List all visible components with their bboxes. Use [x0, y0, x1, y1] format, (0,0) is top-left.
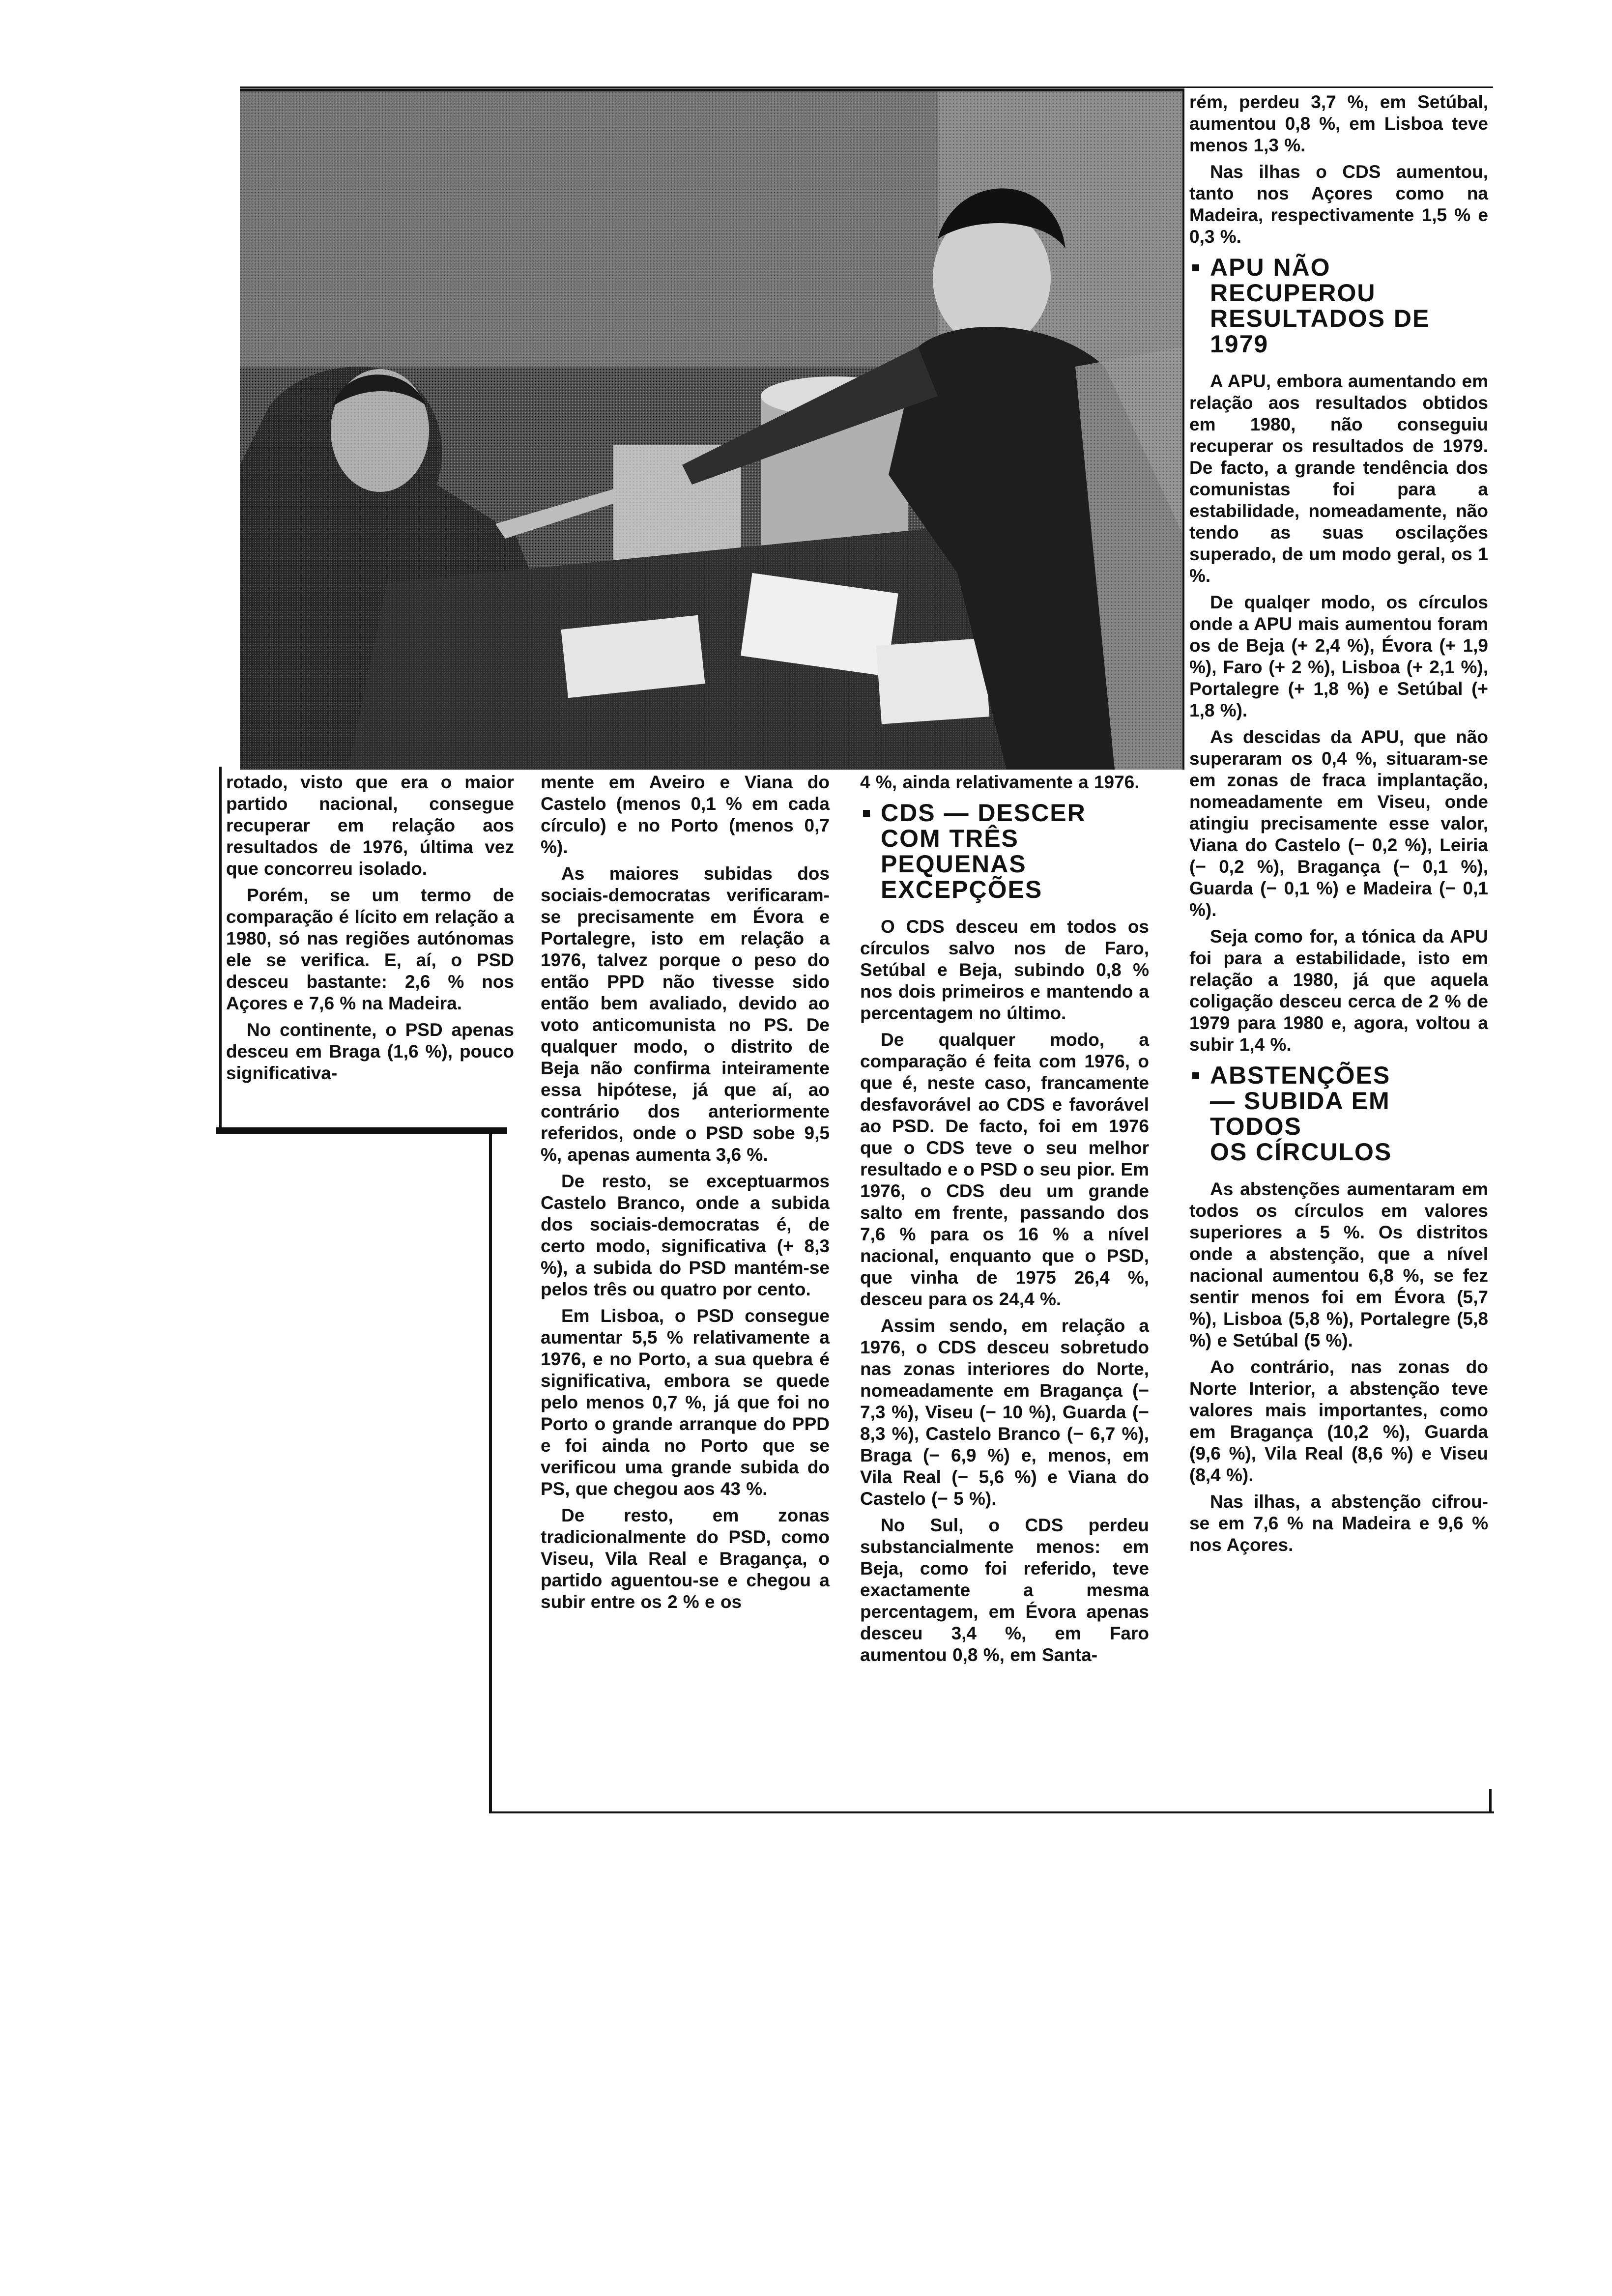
col4-paragraph: Nas ilhas o CDS aumentou, tanto nos Açores como na Madeira, respectivamente 1,5 % e 0,3 %. [1189, 162, 1488, 247]
left-column-rule [219, 767, 222, 1129]
col4-paragraph: As descidas da APU, que não superaram os 0,4 %, situaram-se em zonas de fraca implantação, nomeadamente em Viseu, onde atingiu precisamente esse valor, Viana do Castelo (− 0,2 %), Leiria (− 0,2 %), Bragança (− 0,1 %), Guarda (− 0,1 %) e Madeira (− 0,1 %). [1189, 727, 1488, 920]
article-photo [240, 88, 1184, 770]
col4-paragraph: A APU, embora aumentando em relação aos resultados obtidos em 1980, não conseguiu recuperar os resultados de 1979. De facto, a grande tendência dos comunistas foi para a estabilidade, nomeadamente, não tendo as suas oscilações superado, de um modo geral, os 1 %. [1189, 371, 1488, 586]
col4-paragraph: Seja como for, a tónica da APU foi para a estabilidade, isto em relação a 1980, já que aquela coligação desceu cerca de 2 % de 1979 para 1980 e, agora, voltou a subir 1,4 %. [1189, 926, 1488, 1055]
col1-paragraph: Porém, se um termo de comparação é lícito em relação a 1980, só nas regiões autónomas ele se verifica. E, aí, o PSD desceu bastante: 2,6 % nos Açores e 7,6 % na Madeira. [226, 885, 514, 1013]
col2-paragraph: As maiores subidas dos sociais-democratas verificaram-se precisamente em Évora e Portalegre, isto em relação a 1976, talvez porque o peso do então PPD não tivesse sido então bem avaliado, devido ao voto anticomunista no PS. De qualquer modo, o distrito de Beja não confirma inteiramente essa hipótese, já que aí, ao contrário dos anteriormente referidos, onde o PSD sobe 9,5 %, apenas aumenta 3,6 %. [541, 863, 830, 1165]
column-3 [860, 772, 1149, 1671]
col4-paragraph: rém, perdeu 3,7 %, em Setúbal, aumentou 0,8 %, em Lisboa teve menos 1,3 %. [1189, 92, 1488, 155]
col3-paragraph: Assim sendo, em relação a 1976, o CDS desceu sobretudo nas zonas interiores do Norte, nomeadamente em Bragança (− 7,3 %), Viseu (− 10 %), Guarda (− 8,3 %), Castelo Branco (− 6,7 %), Braga (− 6,9 %) e, menos, em Vila Real (− 5,6 %) e Viana do Castelo (− 5 %). [860, 1316, 1149, 1509]
col2-paragraph: Em Lisboa, o PSD consegue aumentar 5,5 % relativamente a 1976, e no Porto, a sua quebra é significativa, embora se quede pelo menos 0,7 %, já que foi no Porto o grande arranque do PPD e foi ainda no Porto que se verificou uma grande subida do PS, que chegou aos 43 %. [541, 1306, 830, 1499]
column-4 [1189, 91, 1488, 1561]
column-1 [226, 772, 514, 1089]
col2-left-rule [489, 1130, 492, 1813]
right-edge-rule [1489, 1789, 1492, 1813]
bullet-icon [1192, 264, 1199, 271]
top-rule [240, 86, 1493, 88]
col4-paragraph: Nas ilhas, a abstenção cifrou-se em 7,6 % na Madeira e 9,6 % nos Açores. [1189, 1492, 1488, 1555]
col3-paragraph: De qualquer modo, a comparação é feita com 1976, o que é, neste caso, francamente desfavorável ao CDS e favorável ao PSD. De facto, foi em 1976 que o CDS teve o seu melhor resultado e o PSD o seu pior. Em 1976, o CDS deu um grande salto em frente, passando dos 7,6 % para os 16 % a nível nacional, enquanto que o PSD, que vinha de 1975 26,4 %, desceu para os 24,4 %. [860, 1030, 1149, 1309]
cds-heading-text: CDS — DESCER COM TRÊS PEQUENAS EXCEPÇÕES [881, 799, 1086, 903]
col2-paragraph: De resto, em zonas tradicionalmente do PSD, como Viseu, Vila Real e Bragança, o partido aguentou-se e chegou a subir entre os 2 % e os [541, 1505, 830, 1612]
col4-paragraph: Ao contrário, nas zonas do Norte Interior, a abstenção teve valores mais importantes, como em Bragança (10,2 %), Guarda (9,6 %), Vila Real (8,6 %) e Viseu (8,4 %). [1189, 1357, 1488, 1485]
bullet-icon [1192, 1072, 1199, 1079]
col3-paragraph: 4 %, ainda relativamente a 1976. [860, 772, 1140, 792]
col2-paragraph: De resto, se exceptuarmos Castelo Branco, onde a subida dos sociais-democratas é, de certo modo, significativa (+ 8,3 %), a subida do PSD mantém-se pelos três ou quatro por cento. [541, 1171, 830, 1299]
col4-paragraph: As abstenções aumentaram em todos os círculos em valores superiores a 5 %. Os distritos onde a abstenção, que a nível nacional aumentou 6,8 %, se fez sentir menos foi em Évora (5,7 %), Lisboa (5,8 %), Portalegre (5,8 %) e Setúbal (5 %). [1189, 1179, 1488, 1350]
abstencoes-heading [1189, 1062, 1488, 1165]
apu-heading [1189, 255, 1488, 357]
abstencoes-heading-text: ABSTENÇÕES — SUBIDA EM TODOS OS CÍRCULOS [1210, 1062, 1392, 1166]
col1-paragraph: No continente, o PSD apenas desceu em Braga (1,6 %), pouco significativa- [226, 1020, 514, 1083]
photo-icon [240, 91, 1182, 770]
col2-paragraph: mente em Aveiro e Viana do Castelo (menos 0,1 % em cada círculo) e no Porto (menos 0,7 %). [541, 772, 830, 857]
cds-heading [860, 800, 1149, 902]
column-2 [541, 772, 830, 1618]
left-bottom-rule [216, 1127, 507, 1134]
col3-paragraph: O CDS desceu em todos os círculos salvo nos de Faro, Setúbal e Beja, subindo 0,8 % nos dois primeiros e mantendo a percentagem no último. [860, 917, 1149, 1023]
col1-paragraph: rotado, visto que era o maior partido nacional, consegue recuperar em relação aos resultados de 1976, última vez que concorreu isolado. [226, 772, 514, 879]
apu-heading-text: APU NÃO RECUPEROU RESULTADOS DE 1979 [1210, 254, 1430, 358]
col4-paragraph: De qualqer modo, os círculos onde a APU mais aumentou foram os de Beja (+ 2,4 %), Évora (+ 1,9 %), Faro (+ 2 %), Lisboa (+ 2,1 %), Portalegre (+ 1,8 %) e Setúbal (+ 1,8 %). [1189, 592, 1488, 720]
col3-paragraph: No Sul, o CDS perdeu substancialmente menos: em Beja, como foi referido, teve exactamente a mesma percentagem, em Évora apenas desceu 3,4 %, em Faro aumentou 0,8 %, em Santa- [860, 1515, 1149, 1665]
bottom-rule [491, 1811, 1494, 1813]
bullet-icon [863, 810, 870, 817]
